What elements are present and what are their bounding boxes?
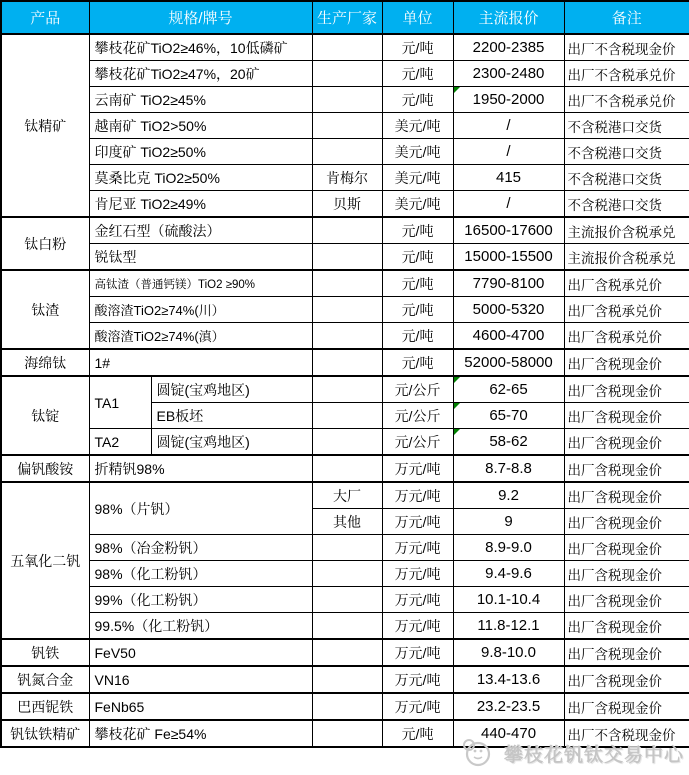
- watermark: [0, 735, 684, 771]
- price-cell: [453, 429, 564, 456]
- note-cell: 出厂含税现金价: [564, 509, 689, 535]
- spec-cell: 圆锭(宝鸡地区): [151, 376, 312, 403]
- comment-indicator-icon: [454, 403, 460, 409]
- spec-cell: EB板坯: [151, 403, 312, 429]
- col-header-product: 产品: [1, 1, 89, 34]
- col-header-spec: 规格/牌号: [89, 1, 312, 34]
- price-cell: 8.9-9.0: [453, 535, 564, 561]
- spec-cell: 越南矿 TiO2>50%: [89, 113, 312, 139]
- maker-cell: 贝斯: [312, 191, 382, 218]
- spec-cell: 98%（化工粉钒）: [89, 561, 312, 587]
- table-row: [1, 61, 689, 87]
- comment-indicator-icon: [454, 377, 460, 383]
- maker-cell: [312, 297, 382, 323]
- product-cell: 钒铁: [1, 639, 89, 666]
- product-cell: 钛锭: [1, 376, 89, 455]
- price-cell: 10.1-10.4: [453, 587, 564, 613]
- note-cell: 出厂含税现金价: [564, 561, 689, 587]
- spec-cell: 肯尼亚 TiO2≥49%: [89, 191, 312, 218]
- maker-cell: [312, 217, 382, 244]
- note-cell: 不含税港口交货: [564, 191, 689, 218]
- unit-cell: 美元/吨: [382, 165, 453, 191]
- maker-cell: [312, 349, 382, 376]
- price-cell: 5000-5320: [453, 297, 564, 323]
- table-row: [1, 613, 689, 640]
- unit-cell: 美元/吨: [382, 113, 453, 139]
- note-cell: 出厂含税现金价: [564, 429, 689, 456]
- unit-cell: 元/吨: [382, 61, 453, 87]
- table-row: [1, 535, 689, 561]
- unit-cell: 元/公斤: [382, 376, 453, 403]
- unit-cell: 万元/吨: [382, 535, 453, 561]
- maker-cell: [312, 244, 382, 271]
- unit-cell: 美元/吨: [382, 139, 453, 165]
- spec-cell: 莫桑比克 TiO2≥50%: [89, 165, 312, 191]
- spec-cell: 折精钒98%: [89, 455, 312, 482]
- table-row: [1, 666, 689, 693]
- note-cell: 出厂含税现金价: [564, 666, 689, 693]
- price-cell: 415: [453, 165, 564, 191]
- unit-cell: 美元/吨: [382, 191, 453, 218]
- spec-cell: 印度矿 TiO2≥50%: [89, 139, 312, 165]
- watermark-text: 攀枝花钒钛交易中心: [503, 744, 684, 766]
- maker-cell: [312, 113, 382, 139]
- col-header-maker: 生产厂家: [312, 1, 382, 34]
- note-cell: 出厂含税现金价: [564, 376, 689, 403]
- note-cell: 出厂含税承兑价: [564, 297, 689, 323]
- maker-cell: [312, 693, 382, 720]
- price-cell: 2300-2480: [453, 61, 564, 87]
- unit-cell: 万元/吨: [382, 613, 453, 640]
- table-row: [1, 587, 689, 613]
- price-cell: [453, 403, 564, 429]
- spec-cell: FeV50: [89, 639, 312, 666]
- price-cell: [453, 376, 564, 403]
- maker-cell: [312, 429, 382, 456]
- table-row: [1, 191, 689, 218]
- product-cell: 五氧化二钒: [1, 482, 89, 639]
- price-cell: 9: [453, 509, 564, 535]
- price-cell: 23.2-23.5: [453, 693, 564, 720]
- table-row: [1, 482, 689, 509]
- unit-cell: 元/吨: [382, 323, 453, 350]
- note-cell: 不含税港口交货: [564, 139, 689, 165]
- note-cell: 出厂不含税承兑价: [564, 87, 689, 113]
- unit-cell: 万元/吨: [382, 561, 453, 587]
- table-row: [1, 323, 689, 350]
- price-cell: /: [453, 113, 564, 139]
- note-cell: 主流报价含税承兑: [564, 217, 689, 244]
- price-cell: /: [453, 191, 564, 218]
- product-cell: 钛渣: [1, 270, 89, 349]
- spec-cell: FeNb65: [89, 693, 312, 720]
- maker-cell: 其他: [312, 509, 382, 535]
- col-header-price: 主流报价: [453, 1, 564, 34]
- spec-cell: 98%（片钒）: [89, 482, 312, 535]
- table-row: [1, 639, 689, 666]
- price-cell: 52000-58000: [453, 349, 564, 376]
- grade-cell: TA1: [89, 376, 151, 429]
- product-cell: 偏钒酸铵: [1, 455, 89, 482]
- table-row: [1, 561, 689, 587]
- table-row: [1, 270, 689, 297]
- product-cell: 钛精矿: [1, 34, 89, 217]
- maker-cell: [312, 403, 382, 429]
- unit-cell: 万元/吨: [382, 587, 453, 613]
- price-cell: 9.4-9.6: [453, 561, 564, 587]
- price-cell: 2200-2385: [453, 34, 564, 61]
- comment-indicator-icon: [454, 429, 460, 435]
- table-row: [1, 297, 689, 323]
- product-cell: 巴西铌铁: [1, 693, 89, 720]
- unit-cell: 元/公斤: [382, 429, 453, 456]
- product-cell: 钒氮合金: [1, 666, 89, 693]
- table-row: [1, 34, 689, 61]
- unit-cell: 元/吨: [382, 244, 453, 271]
- note-cell: 出厂含税现金价: [564, 639, 689, 666]
- price-cell: 8.7-8.8: [453, 455, 564, 482]
- price-cell: 16500-17600: [453, 217, 564, 244]
- table-row: [1, 87, 689, 113]
- unit-cell: 元/吨: [382, 270, 453, 297]
- maker-cell: 大厂: [312, 482, 382, 509]
- unit-cell: 元/吨: [382, 217, 453, 244]
- maker-cell: [312, 87, 382, 113]
- table-row: [1, 139, 689, 165]
- note-cell: 出厂含税现金价: [564, 349, 689, 376]
- price-cell: 9.2: [453, 482, 564, 509]
- unit-cell: 元/吨: [382, 87, 453, 113]
- spec-cell: 金红石型（硫酸法）: [89, 217, 312, 244]
- maker-cell: [312, 535, 382, 561]
- price-text: 62-65: [489, 381, 528, 398]
- spec-cell: 攀枝花矿TiO2≥46%，10低磷矿: [89, 34, 312, 61]
- maker-cell: [312, 455, 382, 482]
- spec-cell: 98%（冶金粉钒）: [89, 535, 312, 561]
- spec-cell: 酸溶渣TiO2≥74%(川）: [89, 297, 312, 323]
- table-row: [1, 455, 689, 482]
- unit-cell: 万元/吨: [382, 482, 453, 509]
- spec-cell: 锐钛型: [89, 244, 312, 271]
- note-cell: 出厂含税现金价: [564, 482, 689, 509]
- maker-cell: [312, 587, 382, 613]
- unit-cell: 元/吨: [382, 349, 453, 376]
- spec-cell: 圆锭(宝鸡地区): [151, 429, 312, 456]
- table-row: [1, 349, 689, 376]
- price-cell: 7790-8100: [453, 270, 564, 297]
- table-row: [1, 429, 689, 456]
- note-cell: 出厂含税现金价: [564, 613, 689, 640]
- maker-cell: [312, 376, 382, 403]
- note-cell: 出厂不含税现金价: [564, 34, 689, 61]
- unit-cell: 元/吨: [382, 297, 453, 323]
- spec-cell: 云南矿 TiO2≥45%: [89, 87, 312, 113]
- maker-cell: [312, 61, 382, 87]
- col-header-note: 备注: [564, 1, 689, 34]
- product-cell: 钒钛铁精矿: [1, 720, 89, 747]
- price-cell: 11.8-12.1: [453, 613, 564, 640]
- maker-cell: [312, 34, 382, 61]
- maker-cell: [312, 613, 382, 640]
- note-cell: 出厂不含税现金价: [564, 720, 689, 747]
- table-row: [1, 217, 689, 244]
- spec-cell: 高钛渣（普通钙镁）TiO2 ≥90%: [89, 270, 312, 297]
- product-cell: 海绵钛: [1, 349, 89, 376]
- note-cell: 出厂含税现金价: [564, 693, 689, 720]
- price-text: 58-62: [489, 433, 528, 450]
- spec-cell: 攀枝花矿TiO2≥47%，20矿: [89, 61, 312, 87]
- price-cell: 9.8-10.0: [453, 639, 564, 666]
- unit-cell: 元/公斤: [382, 403, 453, 429]
- table-row: [1, 113, 689, 139]
- maker-cell: [312, 323, 382, 350]
- unit-cell: 万元/吨: [382, 639, 453, 666]
- spec-cell: VN16: [89, 666, 312, 693]
- comment-indicator-icon: [454, 87, 460, 93]
- unit-cell: 万元/吨: [382, 693, 453, 720]
- spec-cell: 99.5%（化工粉钒）: [89, 613, 312, 640]
- spec-cell: 攀枝花矿 Fe≥54%: [89, 720, 312, 747]
- maker-cell: [312, 270, 382, 297]
- price-text: 1950-2000: [472, 91, 545, 108]
- note-cell: 主流报价含税承兑: [564, 244, 689, 271]
- table-row: [1, 165, 689, 191]
- col-header-unit: 单位: [382, 1, 453, 34]
- note-cell: 出厂含税现金价: [564, 455, 689, 482]
- unit-cell: 万元/吨: [382, 455, 453, 482]
- price-cell: [453, 87, 564, 113]
- price-text: 65-70: [489, 407, 528, 424]
- table-row: [1, 244, 689, 271]
- note-cell: 出厂含税现金价: [564, 587, 689, 613]
- unit-cell: 万元/吨: [382, 509, 453, 535]
- note-cell: 出厂含税承兑价: [564, 323, 689, 350]
- product-cell: 钛白粉: [1, 217, 89, 270]
- price-cell: 15000-15500: [453, 244, 564, 271]
- note-cell: 不含税港口交货: [564, 113, 689, 139]
- price-cell: 4600-4700: [453, 323, 564, 350]
- unit-cell: 元/吨: [382, 720, 453, 747]
- price-cell: 13.4-13.6: [453, 666, 564, 693]
- maker-cell: [312, 666, 382, 693]
- note-cell: 出厂含税现金价: [564, 535, 689, 561]
- table-row: [1, 693, 689, 720]
- table-row: [1, 376, 689, 403]
- spec-cell: 99%（化工粉钒）: [89, 587, 312, 613]
- maker-cell: [312, 561, 382, 587]
- note-cell: 出厂含税承兑价: [564, 270, 689, 297]
- note-cell: 出厂不含税承兑价: [564, 61, 689, 87]
- grade-cell: TA2: [89, 429, 151, 456]
- note-cell: 出厂含税现金价: [564, 403, 689, 429]
- maker-cell: [312, 639, 382, 666]
- price-cell: /: [453, 139, 564, 165]
- maker-cell: 肯梅尔: [312, 165, 382, 191]
- spec-cell: 1#: [89, 349, 312, 376]
- maker-cell: [312, 139, 382, 165]
- unit-cell: 元/吨: [382, 34, 453, 61]
- unit-cell: 万元/吨: [382, 666, 453, 693]
- header-row: [1, 1, 689, 34]
- spec-cell: 酸溶渣TiO2≥74%(滇）: [89, 323, 312, 350]
- price-cell: 440-470: [453, 720, 564, 747]
- watermark-logo-icon: [460, 738, 494, 768]
- note-cell: 不含税港口交货: [564, 165, 689, 191]
